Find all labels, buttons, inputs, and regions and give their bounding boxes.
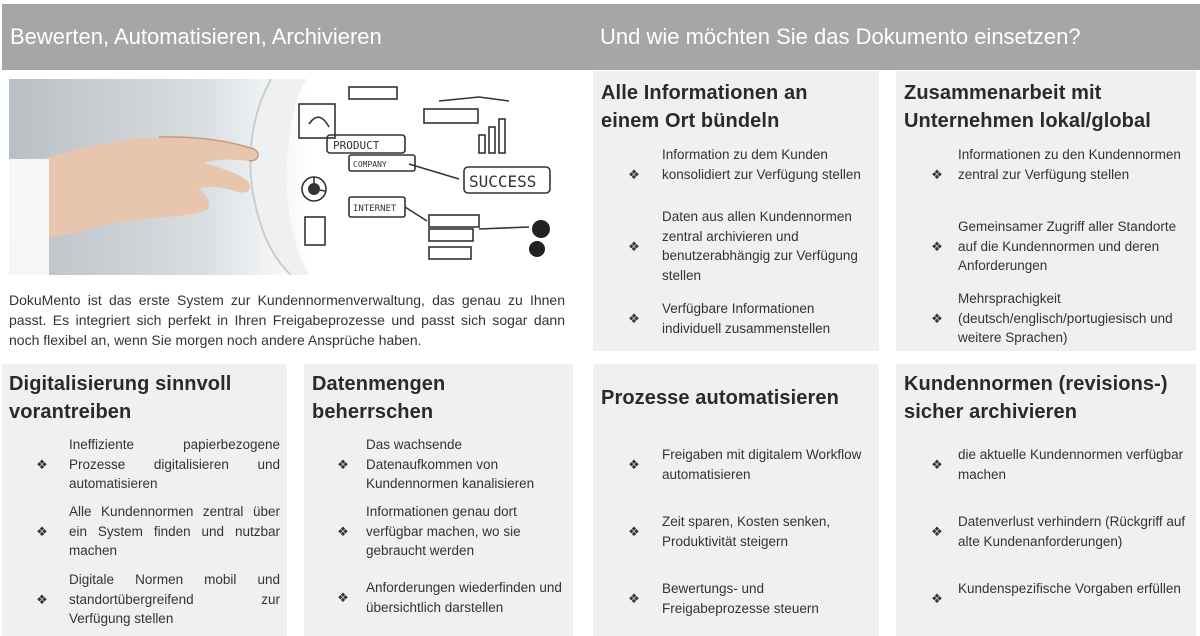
list-item: [336, 435, 571, 495]
list-item: [930, 289, 1188, 349]
list-item-text: Kundenspezifische Vorgaben erfüllen: [958, 581, 1181, 596]
list-item: [627, 512, 867, 552]
list-item-text: Mehrsprachigkeit (deutsch/englisch/portugiesisch und weitere Sprachen): [958, 291, 1173, 345]
bullet-icon: ❖: [628, 239, 640, 254]
photo-text-product: PRODUCT: [333, 139, 380, 152]
list-item-text: Informationen genau dort verfügbar machen, wo sie gebraucht werden: [366, 504, 521, 558]
list-item: [627, 299, 867, 339]
list-item: [627, 445, 867, 485]
header-left-title: [2, 4, 588, 70]
bullet-icon: ❖: [931, 524, 943, 539]
list-item: [930, 579, 1188, 619]
header-right-title-text: Und wie möchten Sie das Dokumento einsetzen?: [600, 24, 1081, 49]
panel-archivieren-title: Kundennormen (revisions-) sicher archivieren: [904, 373, 1168, 423]
list-item-text: Gemeinsamer Zugriff aller Standorte auf die Kundennormen und deren Anforderungen: [958, 219, 1177, 273]
bullet-icon: ❖: [931, 591, 943, 606]
list-item: [930, 445, 1188, 485]
list-item: [930, 512, 1188, 552]
panel-archivieren: [896, 364, 1196, 636]
bullet-icon: ❖: [36, 592, 48, 607]
list-item: [336, 578, 571, 618]
header-right-title: [588, 4, 1200, 70]
list-item: [930, 145, 1188, 205]
list-item-text: Das wachsende Datenaufkommen von Kundennormen kanalisieren: [366, 437, 535, 491]
photo-text-company: COMPANY: [353, 160, 387, 169]
panel-datenmengen: [304, 364, 573, 636]
panel-zusammenarbeit-title: Zusammenarbeit mit Unternehmen lokal/global: [904, 82, 1151, 132]
panel-datenmengen-title: Datenmengen beherrschen: [312, 373, 446, 423]
bullet-icon: ❖: [36, 457, 48, 472]
list-item: [930, 217, 1188, 277]
bullet-icon: ❖: [931, 239, 943, 254]
bullet-icon: ❖: [337, 457, 349, 472]
panel-zusammenarbeit: [896, 71, 1196, 351]
list-item-text: Information zu dem Kunden konsolidiert zur Verfügung stellen: [662, 147, 861, 182]
list-item-text: die aktuelle Kundennormen verfügbar machen: [958, 447, 1184, 482]
bullet-icon: ❖: [628, 524, 640, 539]
bullet-icon: ❖: [628, 591, 640, 606]
bullet-icon: ❖: [931, 457, 943, 472]
list-item-text: Verfügbare Informationen individuell zusammenstellen: [662, 301, 831, 336]
panel-prozesse: [593, 364, 879, 636]
panel-informationen-title: Alle Informationen an einem Ort bündeln: [601, 82, 808, 132]
bullet-icon: ❖: [337, 524, 349, 539]
photo-text-success: SUCCESS: [469, 172, 537, 191]
list-item: [627, 207, 867, 287]
bullet-icon: ❖: [931, 311, 943, 326]
list-item-text: Zeit sparen, Kosten senken, Produktivität steigern: [662, 514, 831, 549]
bullet-icon: ❖: [931, 167, 943, 182]
header-left-title-text: Bewerten, Automatisieren, Archivieren: [10, 24, 382, 49]
bullet-icon: ❖: [36, 524, 48, 539]
list-item: [627, 145, 867, 205]
bullet-icon: ❖: [628, 457, 640, 472]
bullet-icon: ❖: [628, 311, 640, 326]
list-item: [35, 435, 280, 495]
panel-digitalisierung: [2, 364, 287, 636]
list-item-text: Bewertungs- und Freigabeprozesse steuern: [662, 581, 819, 616]
list-item: [627, 579, 867, 619]
list-item-text: Anforderungen wiederfinden und übersichtlich darstellen: [366, 580, 562, 615]
list-item-text: Daten aus allen Kundennormen zentral archivieren und benutzerabhängig zur Verfügung stellen: [662, 209, 858, 283]
list-item-text: Digitale Normen mobil und standortübergreifend zur Verfügung stellen: [69, 572, 280, 626]
bullet-icon: ❖: [628, 167, 640, 182]
list-item-text: Datenverlust verhindern (Rückgriff auf alte Kundenanforderungen): [958, 514, 1186, 549]
list-item-text: Freigaben mit digitalem Workflow automatisieren: [662, 447, 862, 482]
list-item: [35, 570, 280, 630]
list-item-text: Informationen zu den Kundennormen zentral zur Verfügung stellen: [958, 147, 1181, 182]
list-item: [35, 502, 280, 562]
hero-photo-illustration: [9, 79, 553, 275]
hero-photo: [9, 79, 553, 275]
list-item-text: Alle Kundennormen zentral über ein System finden und nutzbar machen: [69, 504, 280, 558]
list-item: [336, 502, 571, 562]
intro-paragraph: DokuMento ist das erste System zur Kundennormenverwaltung, das genau zu Ihnen passt. Es integriert sich perfekt in Ihren Freigabeprozesse und passt sich sogar dann noch flexibel an, wenn Sie morgen noch andere Ansprüche haben.: [9, 292, 565, 348]
panel-digitalisierung-title: Digitalisierung sinnvoll vorantreiben: [9, 373, 232, 423]
list-item-text: Ineffiziente papierbezogene Prozesse digitalisieren und automatisieren: [69, 437, 280, 491]
panel-prozesse-title: Prozesse automatisieren: [601, 387, 839, 409]
photo-text-internet: INTERNET: [353, 204, 397, 214]
bullet-icon: ❖: [337, 590, 349, 605]
panel-informationen: [593, 71, 879, 351]
